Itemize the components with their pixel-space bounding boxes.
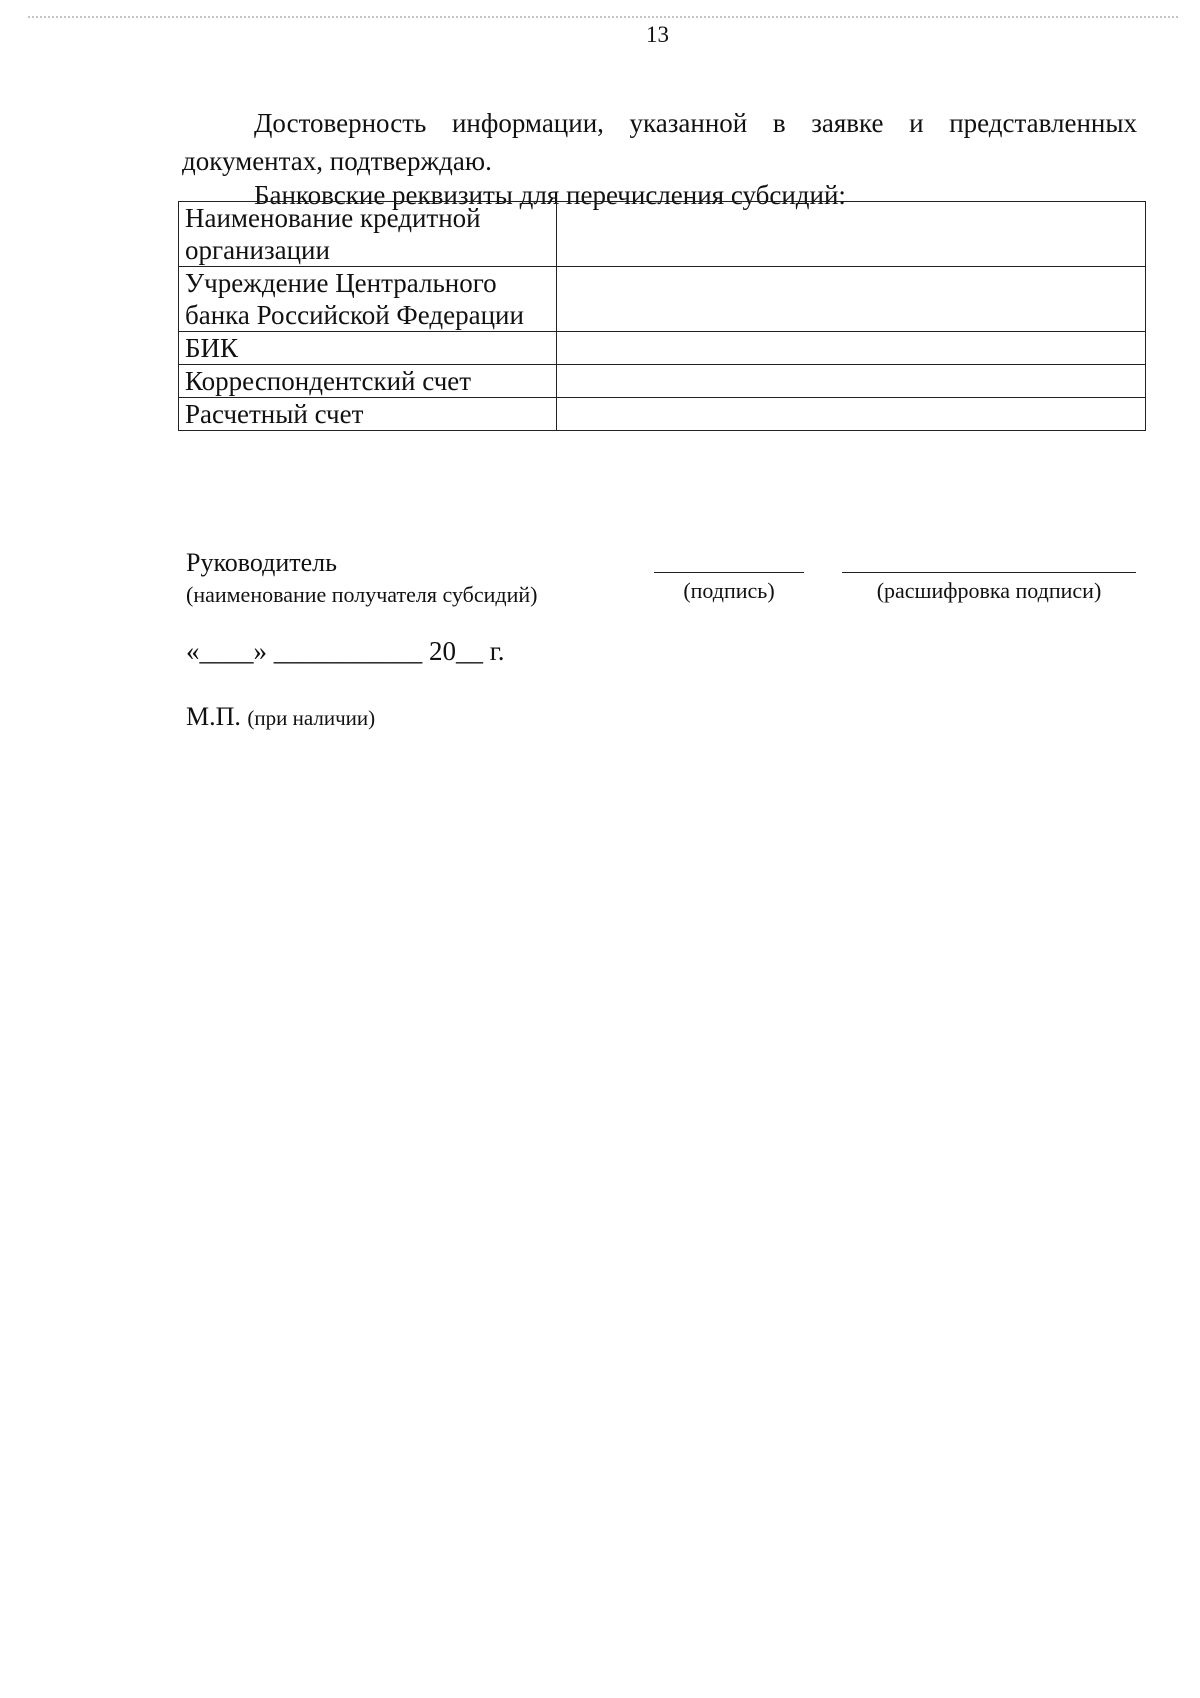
confirmation-paragraph: Достоверность информации, указанной в заявке и представленных документах, подтверждаю. <box>182 108 1137 176</box>
scan-edge-artifact <box>28 16 1178 18</box>
recipient-name-note: (наименование получателя субсидий) <box>186 582 538 607</box>
central-bank-value <box>557 267 1146 332</box>
table-row <box>179 202 1146 267</box>
date-line: «____» ___________ 20__ г. <box>186 636 505 666</box>
bik-value <box>557 332 1146 365</box>
stamp-label: М.П. <box>186 702 241 731</box>
central-bank-label: Учреждение Центрального банка Российской Федерации <box>179 267 557 332</box>
signature-decode-line <box>842 572 1136 573</box>
table-row <box>179 365 1146 398</box>
table-row <box>179 267 1146 332</box>
bik-label: БИК <box>179 332 557 365</box>
signature-note: (подпись) <box>683 578 775 603</box>
signature-decode-note: (расшифровка подписи) <box>876 578 1102 603</box>
bank-details-table <box>178 201 1146 431</box>
head-title: Руководитель <box>186 548 337 577</box>
table-row <box>179 398 1146 431</box>
table-row <box>179 332 1146 365</box>
page-number: 13 <box>646 22 669 47</box>
signature-block <box>186 548 1146 618</box>
bank-name-value <box>557 202 1146 267</box>
bank-details-caption: Банковские реквизиты для перечисления субсидий: <box>254 180 846 210</box>
settlement-account-label: Расчетный счет <box>179 398 557 431</box>
correspondent-account-value <box>557 365 1146 398</box>
stamp-note: (при наличии) <box>247 706 376 730</box>
bank-name-label: Наименование кредитной организации <box>179 202 557 267</box>
settlement-account-value <box>557 398 1146 431</box>
stamp-place <box>186 702 375 732</box>
signature-line <box>654 572 804 573</box>
correspondent-account-label: Корреспондентский счет <box>179 365 557 398</box>
